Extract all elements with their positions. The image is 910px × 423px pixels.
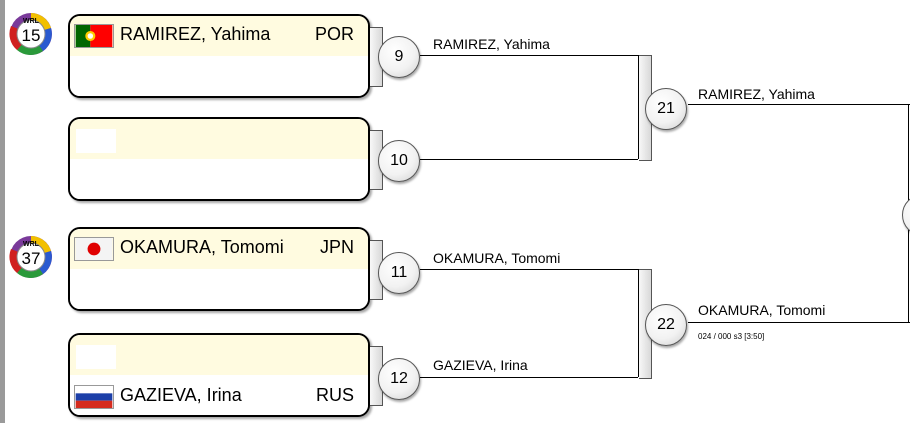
bracket-line: [688, 104, 910, 105]
russia-flag-icon: [74, 385, 114, 409]
match-number-next[interactable]: [902, 194, 910, 236]
empty-flag-placeholder: [76, 345, 116, 369]
wrl-ranking-badge: [8, 11, 54, 57]
portugal-flag-icon: [74, 24, 114, 48]
left-edge-bar: [0, 0, 5, 423]
competitor-name: OKAMURA, Tomomi: [120, 237, 284, 257]
match-21-winner: RAMIREZ, Yahima: [698, 86, 815, 102]
competitor-slot-blue[interactable]: [70, 159, 368, 199]
bracket-line: [420, 159, 638, 160]
japan-flag-icon: [74, 237, 114, 261]
match-10-entry-box[interactable]: [68, 117, 370, 201]
match-9-winner: RAMIREZ, Yahima: [433, 36, 550, 52]
competitor-slot-blue[interactable]: [70, 269, 368, 309]
competitor-name: RAMIREZ, Yahima: [120, 24, 271, 44]
competitor-slot-blue[interactable]: [70, 56, 368, 96]
wrl-label: WRL: [23, 18, 39, 25]
competitor-slot-blue[interactable]: [70, 375, 368, 415]
wrl-rank: 15: [21, 26, 41, 45]
competitor-slot-white[interactable]: [70, 16, 368, 57]
match-number-12[interactable]: 12: [378, 358, 420, 400]
wrl-label: WRL: [23, 241, 39, 248]
bracket-line: [420, 55, 638, 56]
competitor-slot-white[interactable]: [70, 119, 368, 160]
match-number-21[interactable]: 21: [645, 88, 687, 130]
match-12-entry-box[interactable]: [68, 333, 370, 417]
match-22-score: 024 / 000 s3 [3:50]: [698, 332, 765, 341]
competitor-slot-white[interactable]: [70, 335, 368, 376]
bracket-line: [420, 377, 638, 378]
match-number-22[interactable]: 22: [645, 304, 687, 346]
match-22-winner: OKAMURA, Tomomi: [698, 302, 826, 318]
match-number-9[interactable]: 9: [378, 36, 420, 78]
empty-flag-placeholder: [76, 129, 116, 153]
competitor-country: POR: [314, 24, 354, 44]
wrl-ranking-badge: [8, 234, 54, 280]
bracket-line: [688, 322, 910, 323]
competitor-name: GAZIEVA, Irina: [120, 385, 242, 405]
match-11-entry-box[interactable]: [68, 227, 370, 311]
match-11-winner: OKAMURA, Tomomi: [433, 250, 561, 266]
wrl-rank: 37: [21, 249, 41, 268]
match-12-winner: GAZIEVA, Irina: [433, 357, 528, 373]
competitor-country: JPN: [319, 237, 354, 257]
match-9-entry-box[interactable]: [68, 14, 370, 98]
bracket-line: [420, 269, 638, 270]
match-number-10[interactable]: 10: [378, 140, 420, 182]
match-number-11[interactable]: 11: [378, 252, 420, 294]
competitor-slot-white[interactable]: [70, 229, 368, 270]
competitor-country: RUS: [315, 385, 354, 405]
